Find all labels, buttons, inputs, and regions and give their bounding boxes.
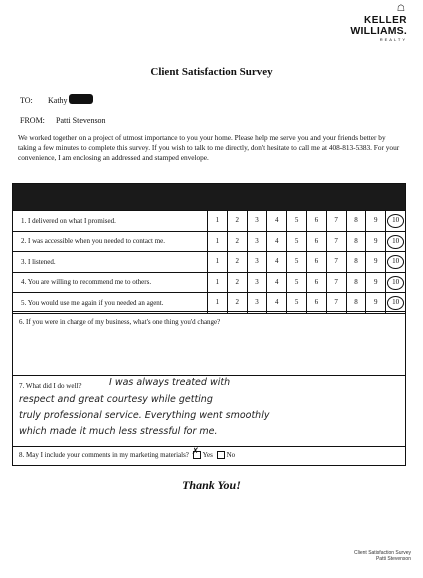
question-text: 4. You are willing to recommend me to others. [21, 278, 152, 287]
rating-option[interactable]: 6 [306, 232, 326, 252]
page-title: Client Satisfaction Survey [150, 66, 273, 78]
rating-option[interactable]: 4 [266, 252, 286, 272]
question-text: 5. You would use me again if you needed an agent. [21, 298, 164, 307]
rating-option[interactable]: 10 [385, 273, 405, 293]
rating-option[interactable]: 9 [365, 211, 385, 231]
rating-option[interactable]: 7 [326, 232, 346, 252]
table-row [13, 251, 405, 272]
logo-line-2: WILLIAMS. [350, 25, 407, 37]
question-7-text: 7. What did I do well? [19, 382, 82, 390]
rating-option[interactable]: 7 [326, 273, 346, 293]
rating-option[interactable]: 8 [346, 293, 366, 313]
rating-option[interactable]: 3 [247, 252, 267, 272]
answer-line-2: respect and great courtesy while getting [19, 394, 213, 405]
answer-line-4: which made it much less stressful for me. [19, 426, 218, 437]
rating-option[interactable]: 4 [266, 293, 286, 313]
rating-option[interactable]: 8 [346, 252, 366, 272]
rating-option[interactable]: 5 [286, 252, 306, 272]
question-6-text: 6. If you were in charge of my business, what's one thing you'd change? [19, 318, 221, 326]
yes-label: Yes [202, 451, 213, 459]
rating-option[interactable]: 1 [207, 273, 227, 293]
rating-option[interactable]: 2 [227, 273, 247, 293]
logo-line-3: REALTY [379, 36, 407, 42]
table-row [13, 272, 405, 293]
question-text: 2. I was accessible when you needed to contact me. [21, 237, 166, 246]
rating-option[interactable]: 3 [247, 211, 267, 231]
rating-option[interactable]: 4 [266, 232, 286, 252]
table-row [13, 292, 405, 313]
rating-option[interactable]: 1 [207, 252, 227, 272]
question-8-text: 8. May I include your comments in my marketing materials? [19, 451, 189, 459]
rating-option[interactable]: 10 [385, 211, 405, 231]
rating-option[interactable]: 6 [306, 252, 326, 272]
table-row [13, 231, 405, 252]
rating-option[interactable]: 4 [266, 273, 286, 293]
rating-option[interactable]: 6 [306, 293, 326, 313]
no-label: No [226, 451, 236, 459]
table-row [13, 210, 405, 231]
rating-option[interactable]: 9 [365, 232, 385, 252]
logo-line-1: KELLER [364, 15, 407, 26]
rating-option[interactable]: 3 [247, 293, 267, 313]
answer-line-3: truly professional service. Everything went smoothly [19, 410, 270, 421]
rating-option[interactable]: 5 [286, 293, 306, 313]
rating-option[interactable]: 1 [207, 211, 227, 231]
from-label: FROM: [20, 116, 45, 125]
redaction-mark [69, 94, 93, 104]
rating-option[interactable]: 8 [346, 211, 366, 231]
rating-option[interactable]: 9 [365, 252, 385, 272]
rating-option[interactable]: 7 [326, 211, 346, 231]
question-8-row [19, 451, 235, 459]
table-header [13, 184, 405, 210]
rating-option[interactable]: 6 [306, 211, 326, 231]
rating-option[interactable]: 10 [385, 252, 405, 272]
question-text: 1. I delivered on what I promised. [21, 216, 116, 225]
to-value: Kathy [48, 96, 68, 105]
thank-you-text: Thank You! [182, 478, 241, 492]
yes-checkbox[interactable] [193, 451, 201, 459]
from-value: Patti Stevenson [56, 116, 106, 125]
rating-option[interactable]: 1 [207, 293, 227, 313]
footer-line-2: Patti Stevenson [375, 556, 411, 562]
keller-williams-logo [337, 16, 407, 42]
rating-option[interactable]: 6 [306, 273, 326, 293]
no-checkbox[interactable] [217, 451, 225, 459]
intro-paragraph: We worked together on a project of utmost importance to you your home. Please help me serve you and your friends better by taking a few minutes to complete this survey. If you wish to talk to me directly, don't hesitate to call me at 408-813-5383. For your convenience, I am enclosing an addressed and stamped envelope. [18, 133, 400, 162]
rating-option[interactable]: 5 [286, 232, 306, 252]
to-label: TO: [20, 96, 33, 105]
rating-option[interactable]: 2 [227, 211, 247, 231]
rating-option[interactable]: 2 [227, 232, 247, 252]
question-6-box [12, 311, 406, 376]
question-8-box [12, 446, 406, 466]
rating-option[interactable]: 2 [227, 252, 247, 272]
question-7-box [12, 374, 406, 447]
rating-table [12, 183, 406, 314]
rating-option[interactable]: 10 [385, 293, 405, 313]
rating-option[interactable]: 8 [346, 273, 366, 293]
rating-option[interactable]: 7 [326, 252, 346, 272]
rating-option[interactable]: 9 [365, 293, 385, 313]
rating-option[interactable]: 9 [365, 273, 385, 293]
rating-option[interactable]: 1 [207, 232, 227, 252]
rating-option[interactable]: 3 [247, 273, 267, 293]
logo-house-icon: ☖ [396, 4, 405, 14]
rating-option[interactable]: 4 [266, 211, 286, 231]
page-footer [354, 550, 411, 562]
rating-option[interactable]: 10 [385, 232, 405, 252]
footer-line-1: Client Satisfaction Survey [354, 550, 411, 556]
rating-option[interactable]: 2 [227, 293, 247, 313]
rating-option[interactable]: 7 [326, 293, 346, 313]
rating-option[interactable]: 3 [247, 232, 267, 252]
answer-line-1: I was always treated with [109, 377, 231, 388]
rating-option[interactable]: 8 [346, 232, 366, 252]
rating-option[interactable]: 5 [286, 211, 306, 231]
question-text: 3. I listened. [21, 257, 56, 266]
rating-option[interactable]: 5 [286, 273, 306, 293]
